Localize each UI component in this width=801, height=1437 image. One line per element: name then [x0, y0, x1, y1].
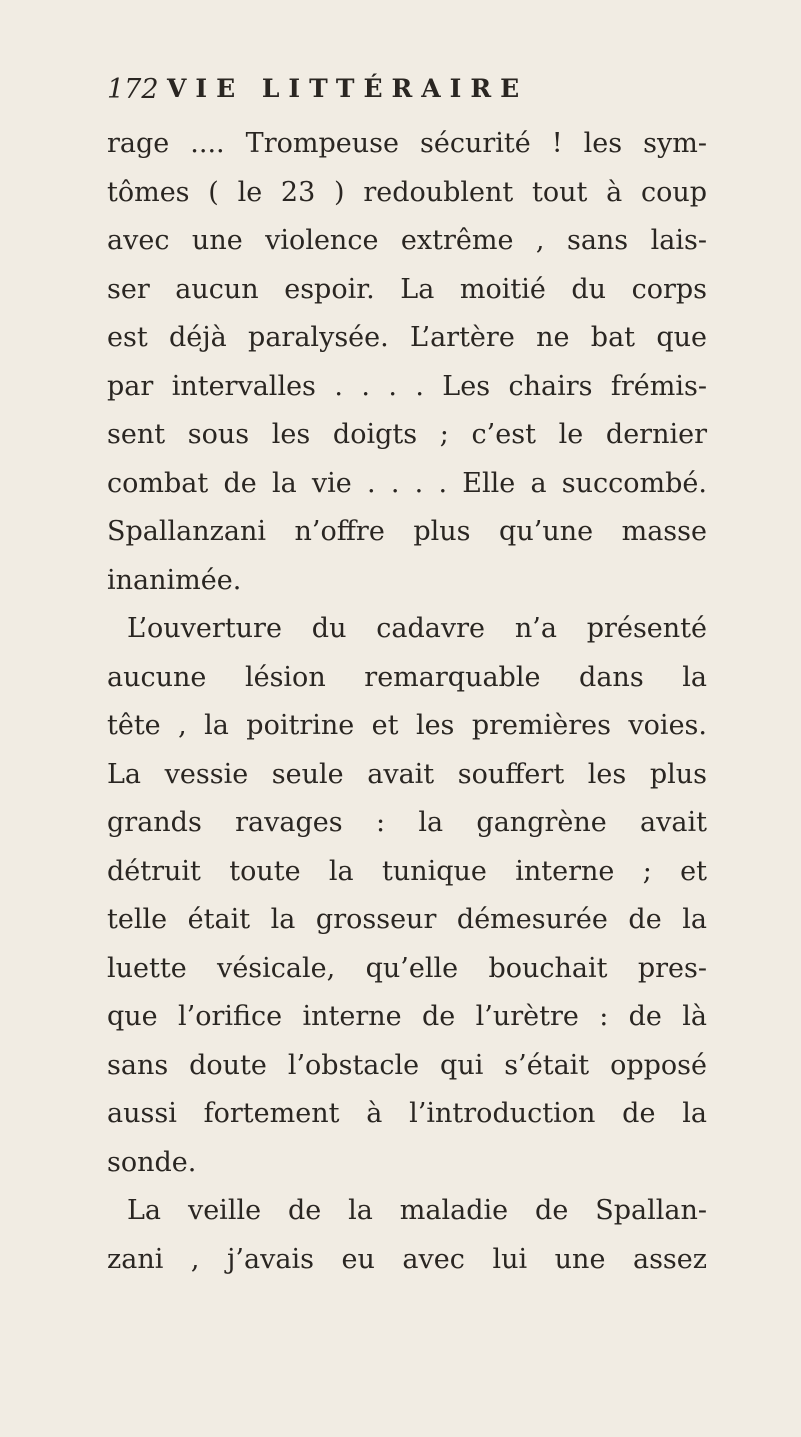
- text-line: avec une violence extrême , sans lais-: [107, 225, 707, 256]
- text-line: par intervalles . . . . Les chairs frémis-: [107, 370, 707, 402]
- text-line: que l’orifice interne de l’urètre : de là: [107, 1001, 707, 1032]
- text-line: est déjà paralysée. L’artère ne bat que: [107, 322, 707, 353]
- text-line: telle était la grosseur démesurée de la: [107, 904, 707, 935]
- text-line: tête , la poitrine et les premières voies.: [107, 710, 707, 741]
- text-line: sonde.: [107, 1146, 197, 1178]
- text-line: ser aucun espoir. La moitié du corps: [107, 273, 707, 305]
- text-line: rage .... Trompeuse sécurité ! les sym-: [107, 128, 707, 159]
- text-line: sent sous les doigts ; c’est le dernier: [107, 419, 707, 450]
- text-line: aussi fortement à l’introduction de la: [107, 1098, 707, 1129]
- body-text: [107, 120, 707, 1284]
- text-line: inanimée.: [107, 564, 242, 596]
- running-head: [107, 70, 707, 110]
- text-line: La vessie seule avait souffert les plus: [107, 758, 707, 790]
- text-line: combat de la vie . . . . Elle a succombé.: [107, 467, 707, 499]
- text-line: sans doute l’obstacle qui s’était opposé: [107, 1049, 707, 1081]
- text-line: tômes ( le 23 ) redoublent tout à coup: [107, 176, 707, 208]
- text-line: luette vésicale, qu’elle bouchait pres-: [107, 952, 707, 984]
- text-line: détruit toute la tunique interne ; et: [107, 855, 707, 887]
- text-line: grands ravages : la gangrène avait: [107, 807, 707, 838]
- text-line: aucune lésion remarquable dans la: [107, 661, 707, 693]
- text-line: Spallanzani n’offre plus qu’une masse: [107, 516, 707, 547]
- text-line: L’ouverture du cadavre n’a présenté: [127, 613, 707, 644]
- page-number: 172: [107, 74, 159, 105]
- text-line: La veille de la maladie de Spallan-: [127, 1195, 707, 1226]
- text-line: zani , j’avais eu avec lui une assez: [107, 1243, 707, 1275]
- running-title: VIE LITTÉRAIRE: [167, 74, 529, 103]
